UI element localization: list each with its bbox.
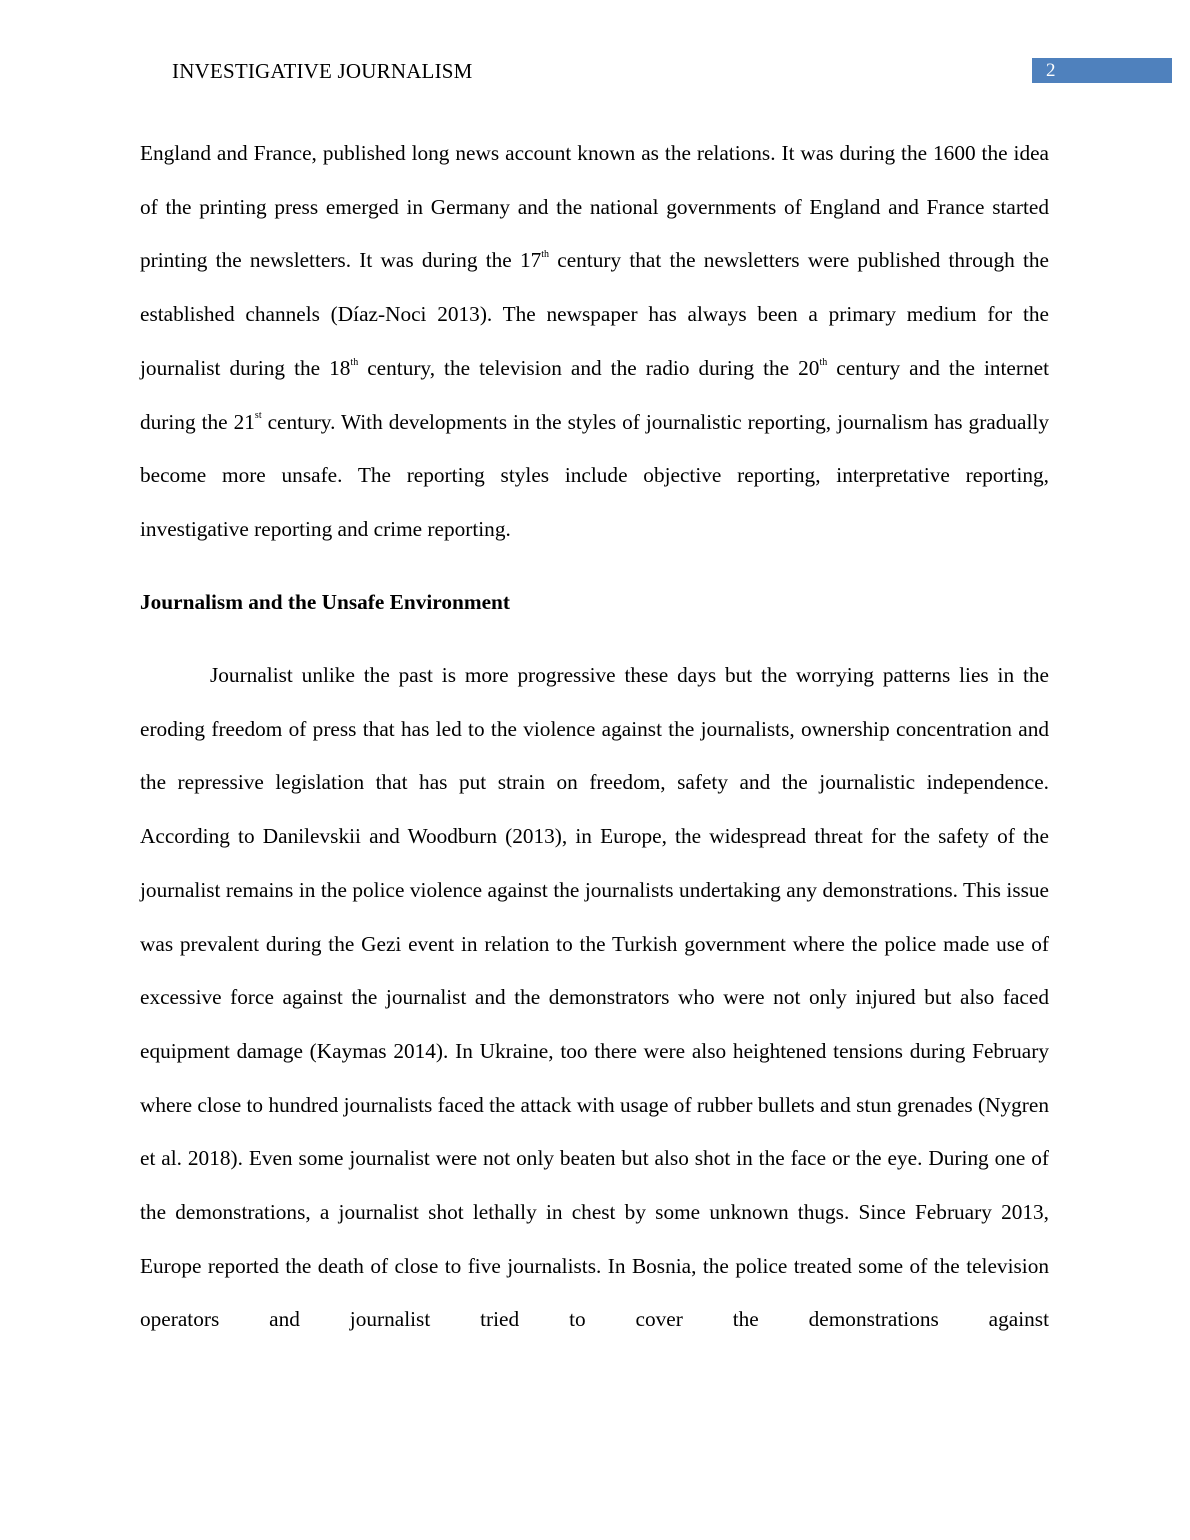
- paragraph-text: century, the television and the radio during the 20: [358, 355, 820, 380]
- superscript-ordinal: th: [819, 356, 828, 368]
- page-number-box: [1032, 58, 1172, 83]
- superscript-ordinal: th: [541, 249, 550, 261]
- section-heading: Journalism and the Unsafe Environment: [140, 590, 510, 614]
- superscript-ordinal: th: [350, 356, 359, 368]
- body-paragraph-1: [140, 127, 1049, 557]
- body-paragraph-2: Journalist unlike the past is more progressive these days but the worrying patterns lies in the eroding freedom of press that has led to the violence against the journalists, ownership concentration and the repressive legislation that has put strain on freedom, safety and the journalistic independence. According to Danilevskii and Woodburn (2013), in Europe, the widespread threat for the safety of the journalist remains in the police violence against the journalists undertaking any demonstrations. This issue was prevalent during the Gezi event in relation to the Turkish government where the police made use of excessive force against the journalist and the demonstrators who were not only injured but also faced equipment damage (Kaymas 2014). In Ukraine, too there were also heightened tensions during February where close to hundred journalists faced the attack with usage of rubber bullets and stun grenades (Nygren et al. 2018). Even some journalist were not only beaten but also shot in the face or the eye. During one of the demonstrations, a journalist shot lethally in chest by some unknown thugs. Since February 2013, Europe reported the death of close to five journalists. In Bosnia, the police treated some of the television operators and journalist tried to cover the demonstrations against: [140, 663, 1049, 1332]
- paragraph-text: England and France, published long news account known as the relations. It was during the 1600 the idea of the printing press emerged in Germany and the national governments of England and France started printing the newsletters. It was during the 17: [140, 141, 1049, 273]
- paragraph-text: century. With developments in the styles of journalistic reporting, journalism has gradually become more unsafe. The reporting styles include objective reporting, interpretative reporting, investigative reporting and crime reporting.: [140, 409, 1049, 541]
- paragraph-text: century and the internet during the 21: [140, 355, 1049, 434]
- page-number: 2: [1046, 60, 1056, 81]
- paragraph-text: century that the newsletters were published through the established channels (Díaz-Noci 2013). The newspaper has always been a primary medium for the journalist during the 18: [140, 248, 1049, 380]
- superscript-ordinal: st: [254, 410, 262, 422]
- running-head: INVESTIGATIVE JOURNALISM: [172, 59, 473, 83]
